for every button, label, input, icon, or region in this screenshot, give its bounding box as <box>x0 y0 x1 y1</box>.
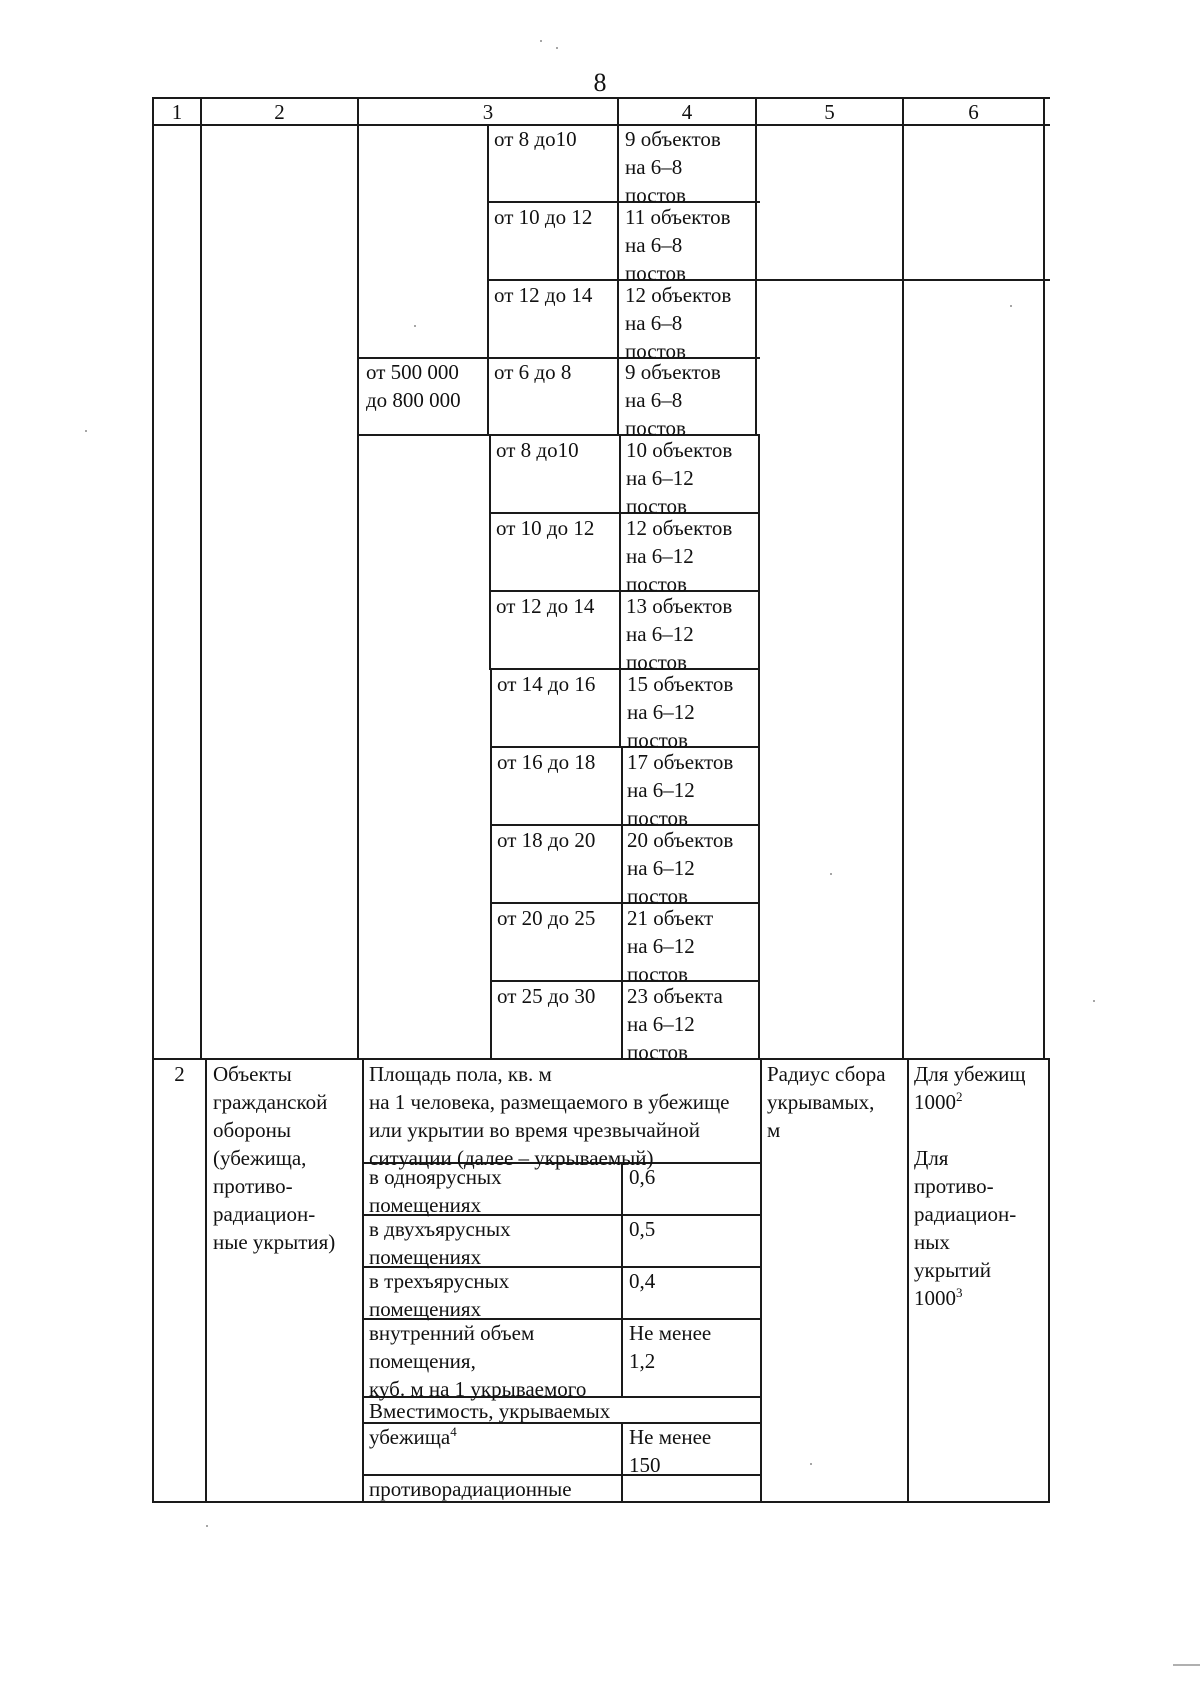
scan-speck <box>1010 305 1012 307</box>
norm-antirad: Для противо- радиацион- ных укрытий 1000 <box>914 1146 1017 1310</box>
objects-cell: 11 объектов на 6–8 постов <box>625 205 731 285</box>
scan-speck <box>206 1525 208 1527</box>
tier-label: в трехъярусных помещениях <box>369 1269 510 1321</box>
range-cell: от 18 до 20 <box>497 828 596 852</box>
volume-label: внутренний объем помещения, куб. м на 1 укрываемого <box>369 1321 587 1401</box>
range-cell: от 14 до 16 <box>497 672 596 696</box>
scan-edge-mark <box>1173 1664 1200 1666</box>
column-header: 4 <box>681 100 693 124</box>
range-cell: от 12 до 14 <box>496 594 595 618</box>
column-line-4 <box>760 1058 762 1503</box>
tier-value: 0,6 <box>629 1165 656 1189</box>
column-header: 5 <box>824 100 835 124</box>
population-range: от 500 000 до 800 000 <box>366 360 461 412</box>
objects-cell: 17 объектов на 6–12 постов <box>627 750 734 830</box>
scan-speck <box>414 325 416 327</box>
objects-cell: 23 объекта на 6–12 постов <box>627 984 723 1064</box>
range-cell: от 16 до 18 <box>497 750 596 774</box>
tier-value: 0,5 <box>629 1217 656 1241</box>
object-name: Объекты гражданской обороны (убежища, противо- радиацион- ные укрытия) <box>213 1062 336 1254</box>
page-number: 8 <box>593 68 607 97</box>
anti-radiation-label: противорадиационные <box>369 1477 572 1501</box>
column-line-4 <box>758 434 760 1058</box>
column-line-5 <box>902 97 904 1058</box>
table-border-right <box>1043 97 1045 1058</box>
shelter-value: Не менее 150 <box>629 1425 712 1477</box>
volume-value: Не менее 1,2 <box>629 1321 712 1373</box>
scan-speck <box>85 430 87 432</box>
tier-value: 0,4 <box>629 1269 656 1293</box>
scan-speck <box>810 1463 812 1465</box>
column-header: 6 <box>968 100 979 124</box>
footnote-ref: 2 <box>956 1089 963 1104</box>
objects-cell: 12 объектов на 6–8 постов <box>625 283 732 363</box>
scan-speck <box>556 47 558 49</box>
column-header: 3 <box>482 100 494 124</box>
area-header: Площадь пола, кв. м на 1 человека, размещаемого в убежище или укрытии во время чрезвычайной ситуации (далее – укрываемый) <box>369 1062 730 1170</box>
column-line-5 <box>907 1058 909 1503</box>
norm-cell <box>914 1060 1026 1312</box>
column-line-3 <box>617 97 619 435</box>
column-line-3 <box>619 434 621 746</box>
column-line-1 <box>200 97 202 1058</box>
column-line-3 <box>621 746 623 1058</box>
tier-label: в двухъярусных помещениях <box>369 1217 511 1269</box>
scan-speck <box>830 873 832 875</box>
shelter-label <box>369 1423 457 1451</box>
column-line-2 <box>357 97 359 1058</box>
objects-cell: 12 объектов на 6–12 постов <box>626 516 733 596</box>
objects-cell: 13 объектов на 6–12 постов <box>626 594 733 674</box>
range-cell: от 25 до 30 <box>497 984 596 1008</box>
row-number: 2 <box>174 1062 185 1086</box>
range-cell: от 10 до 12 <box>494 205 593 229</box>
footnote-ref: 4 <box>450 1424 457 1439</box>
objects-cell: 9 объектов на 6–8 постов <box>625 127 721 207</box>
shelter-label-text: убежища <box>369 1425 451 1449</box>
column-line-4 <box>755 97 757 435</box>
range-cell: от 6 до 8 <box>494 360 572 384</box>
table-border-left <box>152 97 154 1503</box>
range-cell: от 8 до10 <box>494 127 577 151</box>
range-cell: от 12 до 14 <box>494 283 593 307</box>
table-border-right <box>1048 1058 1050 1503</box>
column-line-3 <box>621 1162 623 1396</box>
objects-cell: 9 объектов на 6–8 постов <box>625 360 721 440</box>
column-line-3a <box>487 124 489 434</box>
column-line-3a <box>490 668 492 1058</box>
column-header: 2 <box>274 100 285 124</box>
scan-speck <box>1093 1000 1095 1002</box>
range-cell: от 20 до 25 <box>497 906 596 930</box>
table-border-bottom <box>152 1501 1050 1503</box>
objects-cell: 20 объектов на 6–12 постов <box>627 828 734 908</box>
norm-shelter: Для убежищ 1000 <box>914 1062 1026 1114</box>
column-line-3a <box>489 434 491 668</box>
column-line-2 <box>362 1058 364 1503</box>
column-line-3 <box>621 1422 623 1503</box>
range-cell: от 10 до 12 <box>496 516 595 540</box>
tier-label: в одноярусных помещениях <box>369 1165 502 1217</box>
capacity-header: Вместимость, укрываемых <box>369 1399 611 1423</box>
scan-speck <box>540 40 542 42</box>
footnote-ref: 3 <box>956 1285 963 1300</box>
range-cell: от 8 до10 <box>496 438 579 462</box>
objects-cell: 15 объектов на 6–12 постов <box>627 672 734 752</box>
column-header: 1 <box>171 100 183 124</box>
objects-cell: 21 объект на 6–12 постов <box>627 906 714 986</box>
objects-cell: 10 объектов на 6–12 постов <box>626 438 733 518</box>
column-line-1 <box>205 1058 207 1503</box>
radius-cell: Радиус сбора укрывамых, м <box>767 1062 886 1142</box>
